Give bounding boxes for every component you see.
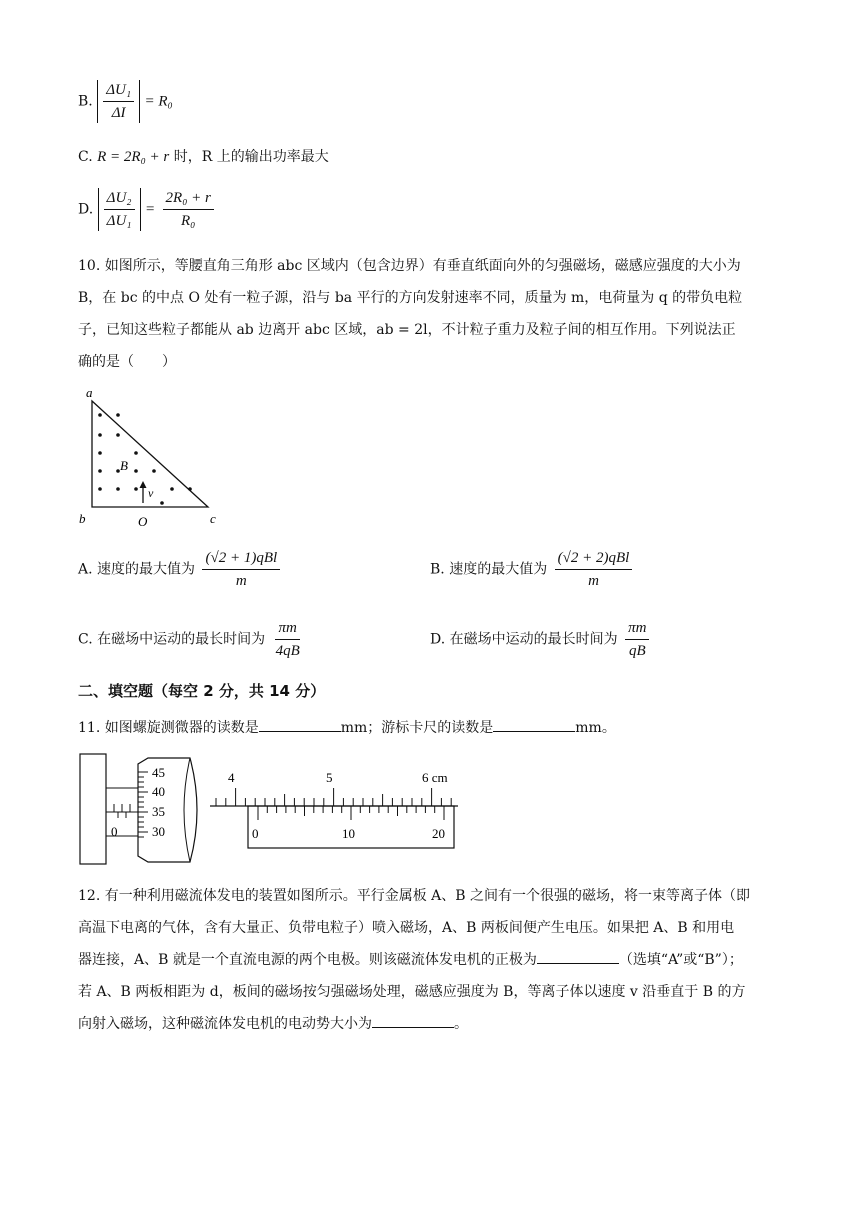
q11-text: 11. 如图螺旋测微器的读数是: [78, 720, 259, 736]
fraction-denominator: m: [235, 573, 247, 589]
q10-line: 10. 如图所示，等腰直角三角形 abc 区域内（包含边界）有垂直纸面向外的匀强磁场，磁感应强度的大小为: [78, 258, 741, 274]
fraction-denominator: m: [588, 573, 599, 589]
micrometer-zero: 0: [111, 824, 118, 839]
micrometer-label: 40: [152, 784, 165, 799]
option-text: 速度的最大值为: [97, 561, 196, 578]
option-letter: D.: [78, 201, 94, 218]
fraction-denominator: ΔI: [111, 105, 126, 121]
vernier-label: 0: [252, 826, 259, 841]
label-b: b: [79, 511, 86, 526]
option-letter: B.: [78, 93, 93, 110]
option-text: 速度的最大值为: [449, 561, 548, 578]
q10-option-a: [78, 548, 283, 591]
fraction-numerator: (√2 + 2)qBl: [555, 548, 633, 570]
micrometer-label: 30: [152, 824, 165, 839]
label-a: a: [86, 385, 93, 400]
equals-sign: =: [144, 201, 156, 218]
micrometer-figure: [78, 750, 208, 868]
fraction-numerator: πm: [625, 618, 649, 640]
q12-stem: [78, 880, 788, 1040]
q12-line: [78, 944, 788, 976]
q11-text: mm。: [575, 720, 616, 736]
fraction-denominator: 4qB: [275, 643, 300, 659]
fraction-numerator: ΔU₂: [104, 188, 135, 210]
fraction-numerator: πm: [275, 618, 299, 640]
micrometer-label: 35: [152, 804, 165, 819]
q10-option-d: [430, 618, 652, 661]
q10-line: 子，已知这些粒子都能从 ab 边离开 abc 区域，ab = 2l，不计粒子重力及粒子间的相互作用。下列说法正: [78, 322, 736, 338]
main-scale-label: 5: [326, 770, 333, 785]
q11-text: mm；游标卡尺的读数是: [340, 720, 494, 736]
main-scale-label: 4: [228, 770, 235, 785]
q12-line: 12. 有一种利用磁流体发电的装置如图所示。平行金属板 A、B 之间有一个很强的磁场，将一束等离子体（即: [78, 888, 751, 904]
q9-option-b: [78, 80, 173, 123]
answer-blank[interactable]: [372, 1013, 454, 1028]
q10-option-b: [430, 548, 635, 591]
option-letter: B.: [430, 561, 445, 578]
section-heading: 二、填空题（每空 2 分，共 14 分）: [78, 682, 326, 700]
option-expression: R = 2R₀ + r: [97, 149, 170, 165]
option-text: 在磁场中运动的最长时间为: [449, 631, 618, 648]
option-letter: A.: [78, 561, 93, 578]
fraction-numerator: 2R₀ + r: [163, 188, 214, 210]
q10-line: 确的是（ ）: [78, 354, 176, 370]
q12-text: 。: [454, 1016, 468, 1032]
q10-stem: [78, 250, 788, 378]
field-dots: [98, 413, 192, 505]
fraction-denominator: qB: [628, 643, 646, 659]
vernier-label: 20: [432, 826, 445, 841]
option-letter: D.: [430, 631, 446, 648]
option-letter: C.: [78, 149, 93, 165]
fraction-denominator: ΔU₁: [106, 213, 132, 229]
main-scale-label: 6 cm: [422, 770, 448, 785]
option-text: 在磁场中运动的最长时间为: [97, 631, 266, 648]
fraction-denominator: R₀: [181, 213, 196, 229]
vernier-caliper-figure: [206, 766, 466, 852]
vernier-label: 10: [342, 826, 355, 841]
q12-line: 高温下电离的气体，含有大量正、负带电粒子）喷入磁场，A、B 两板间便产生电压。如果把 A、B 和用电: [78, 920, 735, 936]
option-text: 时，R 上的输出功率最大: [169, 149, 329, 165]
q10-option-c: [78, 618, 306, 661]
q10-line: B，在 bc 的中点 O 处有一粒子源，沿与 ba 平行的方向发射速率不同，质量为 m，电荷量为 q 的带负电粒: [78, 290, 743, 306]
label-c: c: [210, 511, 216, 526]
q9-option-d: [78, 188, 217, 231]
answer-blank[interactable]: [493, 717, 575, 732]
abs-value: [97, 80, 140, 123]
abs-value: [98, 188, 141, 231]
label-O: O: [138, 514, 148, 529]
equation-rhs: = R₀: [144, 93, 173, 110]
triangle-magnetic-field-figure: [76, 385, 226, 530]
q9-option-c: [78, 146, 329, 166]
q12-line: [78, 1008, 788, 1040]
q12-line: 若 A、B 两板相距为 d，板间的磁场按匀强磁场处理，磁感应强度为 B，等离子体以速度 v 沿垂直于 B 的方: [78, 984, 746, 1000]
micrometer-label: 45: [152, 765, 165, 780]
option-letter: C.: [78, 631, 93, 648]
q12-text: 向射入磁场，这种磁流体发电机的电动势大小为: [78, 1016, 372, 1032]
answer-blank[interactable]: [259, 717, 341, 732]
label-B: B: [120, 458, 128, 473]
answer-blank[interactable]: [537, 949, 619, 964]
label-v: v: [148, 486, 154, 500]
fraction-numerator: (√2 + 1)qBl: [202, 548, 280, 570]
fraction-numerator: ΔU₁: [103, 80, 134, 102]
q11-stem: [78, 712, 788, 744]
q12-text: （选填“A”或“B”）；: [618, 952, 743, 968]
q12-text: 器连接，A、B 就是一个直流电源的两个电极。则该磁流体发电机的正极为: [78, 952, 537, 968]
